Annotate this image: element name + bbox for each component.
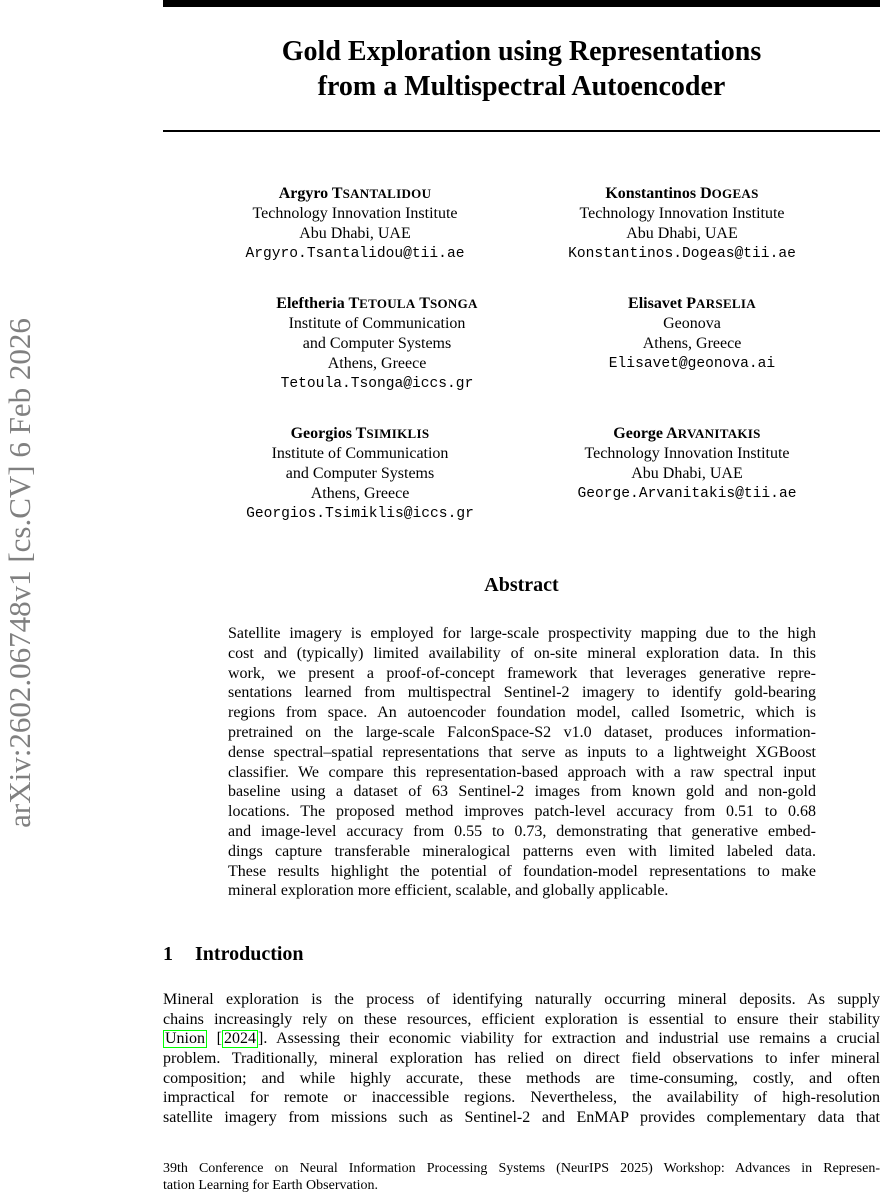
abstract-line: mineral exploration more efficient, scalable, and globally applicable.: [228, 882, 669, 900]
author-name: Eleftheria TETOULA TSONGA: [276, 295, 478, 312]
abstract-line: These results highlight the potential of foundation-model representations to make: [228, 862, 816, 880]
introduction-body: [163, 990, 880, 1128]
author-email[interactable]: George.Arvanitakis@tii.ae: [577, 486, 797, 502]
abstract-line: and image-level accuracy from 0.55 to 0.73, demonstrating that generative embed-: [228, 822, 816, 840]
citation-link-author[interactable]: Union: [165, 1030, 205, 1048]
author-location: Athens, Greece: [642, 335, 742, 352]
abstract-line: dings capture transferable mineralogical patterns even with limited labeled data.: [228, 842, 816, 860]
abstract-line: pretrained on the large-scale FalconSpace-S2 v1.0 dataset, produces information-: [228, 723, 816, 741]
section-heading-introduction: [163, 941, 304, 967]
author-block: [537, 424, 837, 504]
abstract-line: regions from space. An autoencoder foundation model, called Isometric, which is: [228, 704, 816, 722]
author-name: Elisavet PARSELIA: [628, 295, 756, 312]
intro-line: impractical for remote or inaccessible regions. Nevertheless, the availability of high-resolution: [163, 1089, 880, 1107]
footnote-line: tation Learning for Earth Observation.: [163, 1178, 378, 1193]
abstract-body: [228, 624, 816, 901]
arxiv-side-stamp: [2, 262, 38, 884]
author-affiliation: and Computer Systems: [302, 335, 452, 352]
title-line-1: Gold Exploration using Representations: [281, 36, 762, 67]
intro-line: composition; and while highly accurate, these methods are time-consuming, costly, and often: [163, 1069, 880, 1087]
abstract-line: cost and (typically) limited availability of on-site mineral exploration data. In this: [228, 644, 816, 662]
author-email[interactable]: Argyro.Tsantalidou@tii.ae: [245, 246, 465, 262]
author-affiliation: Institute of Communication: [288, 315, 466, 332]
author-affiliation: Technology Innovation Institute: [579, 205, 785, 222]
author-email[interactable]: Georgios.Tsimiklis@iccs.gr: [246, 506, 474, 522]
abstract-line: classifier. We compare this representation-based approach with a raw spectral input: [228, 763, 816, 781]
author-name: Argyro TSANTALIDOU: [278, 185, 432, 202]
author-email[interactable]: Konstantinos.Dogeas@tii.ae: [568, 246, 796, 262]
author-location: Abu Dhabi, UAE: [631, 465, 743, 482]
intro-line: problem. Traditionally, mineral exploration has relied on direct field observations to infer mineral: [163, 1050, 880, 1068]
intro-line: satellite imagery from missions such as Sentinel-2 and EnMAP provides complementary data that: [163, 1109, 880, 1127]
author-block: [205, 184, 505, 264]
section-title: Introduction: [195, 943, 304, 965]
abstract-line: baseline using a dataset of 63 Sentinel-2 images from known gold and non-gold: [228, 783, 816, 801]
author-affiliation: Geonova: [663, 315, 721, 332]
author-affiliation: Technology Innovation Institute: [584, 445, 790, 462]
abstract-line: locations. The proposed method improves patch-level accuracy from 0.51 to 0.68: [228, 803, 816, 821]
abstract-line: sentations learned from multispectral Sentinel-2 imagery to identify gold-bearing: [228, 684, 816, 702]
arxiv-id: arXiv:2602.06748v1 [cs.CV] 6 Feb 2026: [2, 318, 37, 828]
author-name: George ARVANITAKIS: [613, 425, 761, 442]
title-rule: [163, 130, 880, 132]
intro-line: Union [ 2024 ]. Assessing their economic viability for extraction and industrial use remains a crucial: [165, 1030, 881, 1048]
paper-title: [163, 34, 880, 104]
author-block: [227, 294, 527, 394]
intro-line: Mineral exploration is the process of identifying naturally occurring mineral deposits. As supply: [163, 991, 880, 1008]
author-affiliation: Institute of Communication: [271, 445, 449, 462]
author-block: [210, 424, 510, 524]
abstract-line: dense spectral–spatial representations that serve as inputs to a lightweight XGBoost: [228, 743, 816, 761]
footnote-line: 39th Conference on Neural Information Processing Systems (NeurIPS 2025) Workshop: Advances in Represen-: [163, 1161, 880, 1176]
author-location: Athens, Greece: [310, 485, 410, 502]
author-location: Athens, Greece: [327, 355, 427, 372]
author-block: [532, 184, 832, 264]
abstract-heading: Abstract: [484, 574, 559, 596]
author-name: Konstantinos DOGEAS: [605, 185, 759, 202]
citation-link-year[interactable]: 2024: [224, 1030, 256, 1048]
author-affiliation: and Computer Systems: [285, 465, 435, 482]
author-email[interactable]: Elisavet@geonova.ai: [608, 356, 776, 372]
conference-footnote: [163, 1160, 880, 1194]
author-email[interactable]: Tetoula.Tsonga@iccs.gr: [280, 376, 474, 392]
author-affiliation: Technology Innovation Institute: [252, 205, 458, 222]
intro-line: chains increasingly rely on these resources, efficient exploration is essential to ensure their stability: [163, 1010, 880, 1028]
section-number: 1: [163, 943, 173, 965]
abstract-line: work, we present a proof-of-concept framework that leverages generative repre-: [228, 664, 816, 682]
abstract-line: Satellite imagery is employed for large-scale prospectivity mapping due to the high: [228, 625, 816, 642]
author-location: Abu Dhabi, UAE: [626, 225, 738, 242]
title-line-2: from a Multispectral Autoencoder: [317, 71, 726, 102]
top-rule: [163, 0, 880, 7]
author-name: Georgios TSIMIKLIS: [290, 425, 430, 442]
author-location: Abu Dhabi, UAE: [299, 225, 411, 242]
author-block: [542, 294, 842, 374]
